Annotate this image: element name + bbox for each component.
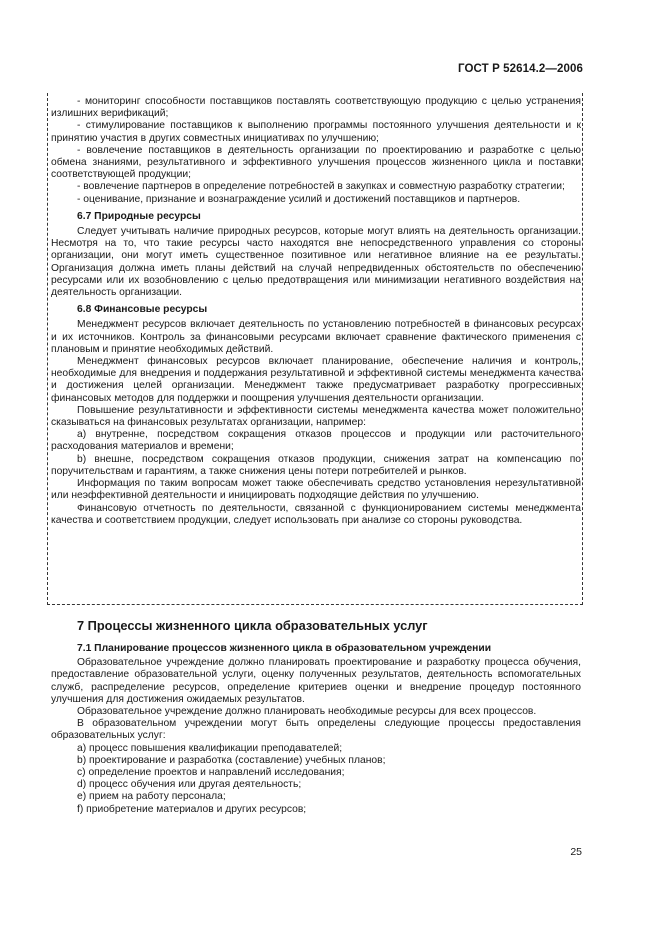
section-7-1-heading: 7.1 Планирование процессов жизненного цикла в образовательном учреждении <box>77 643 492 654</box>
paragraph: Менеджмент финансовых ресурсов включает планирование, обеспечение наличия и контроль, необходимые для внедрения и поддержания результативной и эффективной системы менеджмента качества и достижения целей организации. Менеджмент также предусматривает разработку прогрессивных финансовых методов для поддержки и поощрения улучшения деятельности организации. <box>51 356 581 404</box>
section-6-7-text: Следует учитывать наличие природных ресурсов, которые могут влиять на деятельность организации. Несмотря на то, что такие ресурсы часто находятся вне непосредственного управления со стороны организации, они могут иметь существенное позитивное или негативное влияние на ее результаты. Организация должна иметь планы действий на случай непредвиденных обстоятельств по обеспечению ресурсами или их возобновлению с целью предотвращения или минимизации негативного воздействия на деятельность организации. <box>51 226 581 299</box>
list-item: d) процесс обучения или другая деятельность; <box>77 779 302 791</box>
list-item: c) определение проектов и направлений исследования; <box>77 767 345 779</box>
section-7 <box>51 618 581 816</box>
paragraph: В образовательном учреждении могут быть определены следующие процессы предоставления образовательных услуг: <box>51 718 581 742</box>
list-item: e) прием на работу персонала; <box>77 791 226 803</box>
bullet-item: - оценивание, признание и вознаграждение усилий и достижений поставщиков и партнеров. <box>77 193 521 205</box>
paragraph: Менеджмент ресурсов включает деятельность по установлению потребностей в финансовых ресурсах и их источников. Контроль за финансовыми ресурсами включает сравнение фактического применения с плановым и принятие необходимых действий. <box>51 319 581 355</box>
bullet-item: - вовлечение поставщиков в деятельность организации по проектированию и разработке с целью обмена знаниями, результативного и эффективного улучшения процессов жизненного цикла и поставки соответствующей продукции; <box>51 144 581 181</box>
list-item: а) процесс повышения квалификации преподавателей; <box>77 742 343 754</box>
paragraph: Информация по таким вопросам может также обеспечивать средство установления нерезультативной или неэффективной деятельности и инициировать подходящие действия по улучшению. <box>51 478 581 502</box>
bullet-item: - мониторинг способности поставщиков поставлять соответствующую продукцию с целью устранения излишних верификаций; <box>51 96 581 120</box>
paragraph: Образовательное учреждение должно планировать необходимые ресурсы для всех процессов. <box>77 706 537 718</box>
paragraph: Повышение результативности и эффективности системы менеджмента качества может положительно сказываться на финансовых результатах организации, например: <box>51 404 581 429</box>
list-item: f) приобретение материалов и других ресурсов; <box>77 803 307 815</box>
section-6-7-heading: 6.7 Природные ресурсы <box>77 210 201 222</box>
document-code: ГОСТ Р 52614.2—2006 <box>458 63 583 75</box>
list-item: b) внешне, посредством сокращения отказов продукции, снижения затрат на компенсацию по поручительствам и гарантиям, а также снижения цены потери потребителей и рынков. <box>51 453 581 477</box>
section-7-heading: 7 Процессы жизненного цикла образовательных услуг <box>77 618 428 633</box>
section-6-8-heading: 6.8 Финансовые ресурсы <box>77 304 208 316</box>
bullet-item: - вовлечение партнеров в определение потребностей в закупках и совместную разработку стратегии; <box>77 181 565 193</box>
paragraph: Образовательное учреждение должно планировать проектирование и разработку процесса обучения, предоставление образовательной услуги, оценку полученных результатов, деятельность вспомогательных служб, распределение ресурсов, определение критериев оценки и внедрение процедур постоянного улучшения для достижения ожидаемых результатов. <box>51 657 581 705</box>
list-item: а) внутренне, посредством сокращения отказов процессов и продукции или расточительного расходования материалов и времени; <box>51 429 581 453</box>
paragraph: Финансовую отчетность по деятельности, связанной с функционированием системы менеджмента качества и соответствием продукции, следует использовать при анализе со стороны руководства. <box>51 502 581 526</box>
page-number: 25 <box>570 846 582 858</box>
boxed-content <box>51 96 581 527</box>
list-item: b) проектирование и разработка (составление) учебных планов; <box>77 754 386 766</box>
bullet-item: - стимулирование поставщиков к выполнению программы постоянного улучшения деятельности и к принятию участия в других совместных инициативах по улучшению; <box>51 120 581 144</box>
